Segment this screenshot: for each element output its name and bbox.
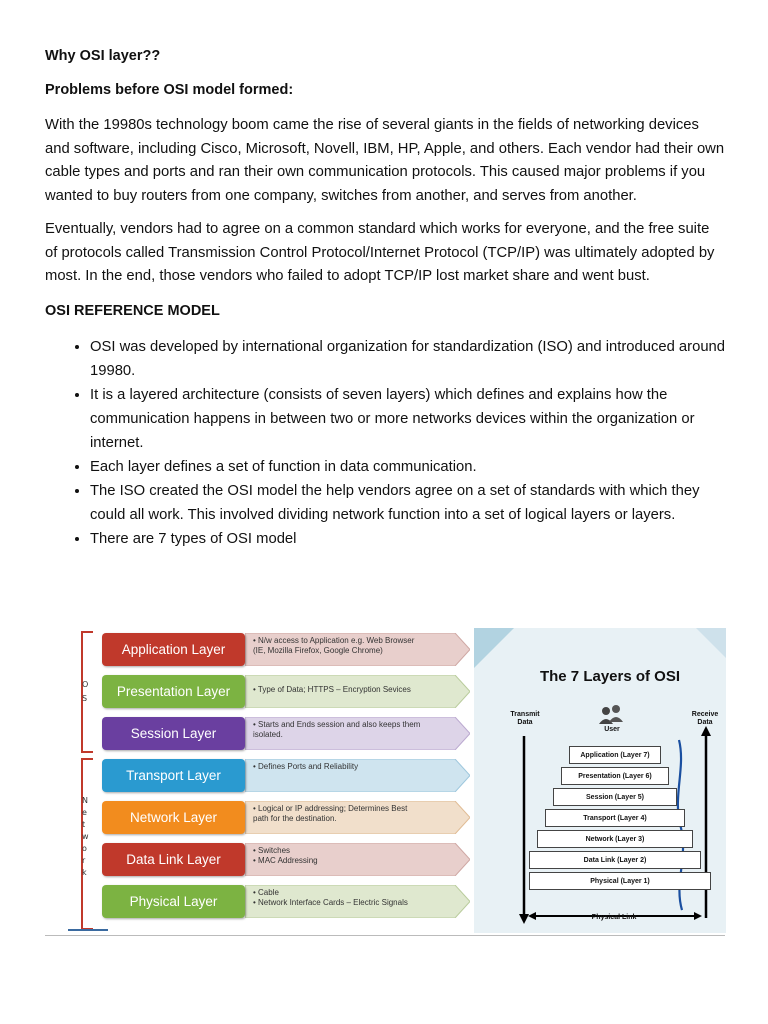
osi-layers-figure <box>65 628 475 933</box>
application-layer-description: • N/w access to Application e.g. Web Browser (IE, Mozilla Firefox, Google Chrome) <box>253 636 415 655</box>
layer-2-box: Data Link (Layer 2) <box>529 851 701 869</box>
physical-layer-box: Physical Layer <box>102 885 245 918</box>
network-letter: e <box>82 808 87 817</box>
description-arrow <box>245 717 470 750</box>
horizontal-divider <box>45 935 725 936</box>
physical-layer-description: • Cable • Network Interface Cards – Electric Signals <box>253 888 408 907</box>
paragraph-history: With the 19980s technology boom came the rise of several giants in the fields of networking devices and software, including Cisco, Microsoft, Novell, IBM, HP, Apple, and others. Each vendor had their own cable types and ports and ran their own communication protocols. This caused major problems if you wanted to buy routers from one company, switches from another, and serves from another. <box>45 117 725 204</box>
bullet-item: • Each layer defines a set of function in data communication. <box>90 455 725 479</box>
network-layer-box: Network Layer <box>102 801 245 834</box>
description-arrow <box>245 759 470 792</box>
session-layer-box: Session Layer <box>102 717 245 750</box>
description-arrow <box>245 885 470 918</box>
user-label: User <box>604 726 620 733</box>
bullet-item: • There are 7 types of OSI model <box>90 527 725 551</box>
description-arrow <box>245 633 470 666</box>
transmit-data-label: Transmit Data <box>510 711 540 726</box>
layer-7-box: Application (Layer 7) <box>569 746 661 764</box>
transport-layer-description: • Defines Ports and Reliability <box>253 762 359 771</box>
network-letter: N <box>82 796 88 805</box>
layer-5-box: Session (Layer 5) <box>553 788 677 806</box>
description-arrow <box>245 675 470 708</box>
network-letter: o <box>82 844 87 853</box>
data-link-layer-box: Data Link Layer <box>102 843 245 876</box>
seven-layers-title: The 7 Layers of OSI <box>539 668 681 685</box>
figure-underline-accent <box>68 929 108 931</box>
bullet-item: • It is a layered architecture (consists of seven layers) which defines and explains how the communication happens in between two or more networks devices within the organization or internet. <box>90 383 725 455</box>
receive-data-label: Receive Data <box>691 711 719 726</box>
network-letter: w <box>82 832 89 841</box>
physical-link-label: Physical Link <box>591 914 637 921</box>
paragraph-tcpip: Eventually, vendors had to agree on a common standard which works for everyone, and the free suite of protocols called Transmission Control Protocol/Internet Protocol (TCP/IP) was ultimately adopted by most. In the end, those vendors who failed to adopt TCP/IP lost market share and went bust. <box>45 221 715 284</box>
heading-problems: Problems before OSI model formed: <box>45 82 294 98</box>
network-letter: t <box>82 820 86 829</box>
layer-3-box: Network (Layer 3) <box>537 830 693 848</box>
session-layer-description: • Starts and Ends session and also keeps them isolated. <box>253 720 421 739</box>
os-letter: O <box>82 680 89 689</box>
heading-why-osi: Why OSI layer?? <box>45 48 161 64</box>
heading-osi-model: OSI REFERENCE MODEL <box>45 302 220 319</box>
presentation-layer-box: Presentation Layer <box>102 675 245 708</box>
presentation-layer-description: • Type of Data; HTTPS – Encryption Sevices <box>253 685 411 694</box>
bullet-list <box>45 335 725 551</box>
transport-layer-box: Transport Layer <box>102 759 245 792</box>
bullet-item: • OSI was developed by international organization for standardization (ISO) and introduced around 19980. <box>90 335 725 383</box>
os-bracket <box>81 631 93 753</box>
description-arrow <box>245 801 470 834</box>
os-letter: S <box>82 694 88 703</box>
document-body <box>45 46 725 551</box>
bullet-item: • The ISO created the OSI model the help vendors agree on a set of standards with which they could all work. This involved dividing network function into a set of logical layers or layers. <box>90 479 725 527</box>
network-letter: k <box>82 868 87 877</box>
data-link-layer-description: • Switches • MAC Addressing <box>253 846 318 865</box>
description-arrow <box>245 843 470 876</box>
seven-layers-figure <box>474 628 726 933</box>
network-letter: r <box>82 856 86 865</box>
network-layer-description: • Logical or IP addressing; Determines Best path for the destination. <box>253 804 408 823</box>
layer-4-box: Transport (Layer 4) <box>545 809 685 827</box>
layer-6-box: Presentation (Layer 6) <box>561 767 669 785</box>
layer-1-box: Physical (Layer 1) <box>529 872 711 890</box>
application-layer-box: Application Layer <box>102 633 245 666</box>
